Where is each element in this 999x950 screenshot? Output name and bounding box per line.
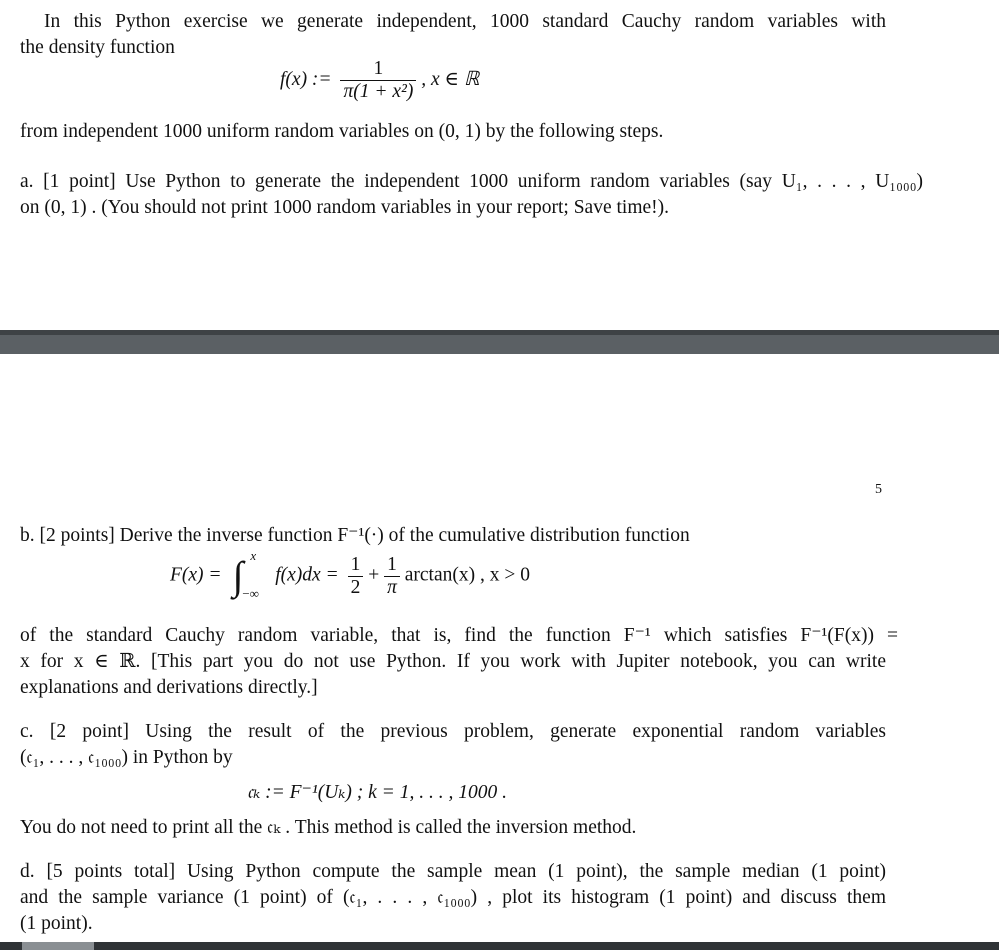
part-b-line-3: x for x ∈ ℝ. [This part you do not use Python. If you work with Jupiter notebook, you can write [20,651,886,672]
integral-limits [242,548,270,604]
part-b-line-1: b. [2 points] Derive the inverse function F⁻¹(·) of the cumulative distribution function [20,525,690,546]
inverse-pi-fraction [384,554,400,599]
density-lhs: f(x) := [280,68,332,90]
plus-sign: + [368,564,380,586]
part-c-line-2: (𝔠₁, . . . , 𝔠₁₀₀₀) in Python by [20,747,233,768]
part-c-line-3: You do not need to print all the 𝔠ₖ . This method is called the inversion method. [20,817,637,838]
document-page-2 [0,354,999,944]
viewer-scroll-tab[interactable] [22,942,94,950]
integral-upper-limit: x [250,548,257,563]
integral-sign: ∫ [232,553,244,598]
cdf-lhs: F(x) = [170,564,222,586]
density-fraction [340,58,416,103]
integral-lower-limit: −∞ [242,586,259,601]
part-d-line-1: d. [5 points total] Using Python compute the sample mean (1 point), the sample median (1 point) [20,861,886,882]
integrand: f(x)dx = [275,564,339,586]
part-d-line-2: and the sample variance (1 point) of (𝔠₁, . . . , 𝔠₁₀₀₀) , plot its histogram (1 point) and discuss them [20,887,886,908]
half-numerator: 1 [350,553,361,575]
intro-paragraph-line-2: the density function [20,37,175,58]
density-denominator: π(1 + x²) [340,80,416,103]
part-a-line-1: a. [1 point] Use Python to generate the independent 1000 uniform random variables (say U₁, . . . , U₁₀₀₀) [20,171,923,192]
viewer-bottom-bar [0,942,999,950]
half-denominator: 2 [348,576,364,599]
inversion-equation: 𝔠ₖ := F⁻¹(Uₖ) ; k = 1, . . . , 1000 . [247,782,507,803]
arctan-term: arctan(x) , x > 0 [404,564,530,586]
density-domain: , x ∈ ℝ [421,68,480,90]
page-separator [0,330,999,354]
part-d-line-3: (1 point). [20,913,93,934]
part-c-line-1: c. [2 point] Using the result of the previous problem, generate exponential random variables [20,721,886,742]
density-numerator: 1 [373,58,384,79]
part-b-line-2: of the standard Cauchy random variable, that is, find the function F⁻¹ which satisfies F⁻¹(F(x)) = [20,625,898,646]
inverse-pi-denominator: π [384,576,400,599]
page-number: 5 [875,482,882,497]
part-b-line-4: explanations and derivations directly.] [20,677,318,698]
density-equation [280,58,479,103]
part-a-line-2: on (0, 1) . (You should not print 1000 random variables in your report; Save time!). [20,197,670,218]
cdf-equation [170,548,530,604]
from-uniform-line: from independent 1000 uniform random variables on (0, 1) by the following steps. [20,121,664,142]
intro-paragraph-line-1: In this Python exercise we generate independent, 1000 standard Cauchy random variables with [44,11,886,32]
document-page-1 [0,0,999,330]
inverse-pi-numerator: 1 [387,553,397,575]
half-fraction [348,554,364,599]
